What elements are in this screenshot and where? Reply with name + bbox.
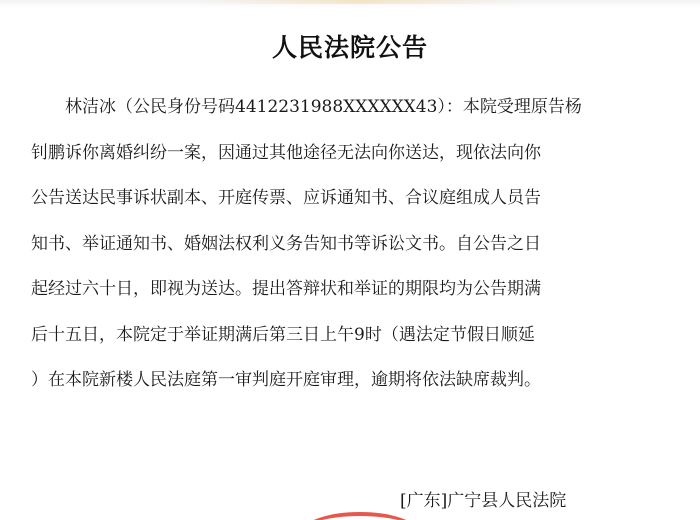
notice-line: 公告送达民事诉状副本、开庭传票、应诉通知书、合议庭组成人员告: [31, 188, 541, 208]
notice-line: 钊鹏诉你离婚纠纷一案，因通过其他途径无法向你送达，现依法向你: [31, 142, 541, 163]
page-title: 人民法院公告: [271, 33, 428, 62]
notice-line: ）在本院新楼人民法庭第一审判庭开庭审理，逾期将依法缺席裁判。: [31, 370, 541, 390]
top-decorative-edge: [200, 0, 520, 4]
issuing-court: [广东]广宁县人民法院: [400, 491, 567, 511]
notice-line: 起经过六十日，即视为送达。提出答辩状和举证的期限均为公告期满: [31, 279, 541, 299]
notice-line: 林洁冰（公民身份号码4412231988XXXXXX43）：本院受理原告杨: [31, 97, 582, 117]
notice-line: 后十五日，本院定于举证期满后第三日上午9时（遇法定节假日顺延: [31, 324, 535, 345]
court-seal-stamp: [300, 512, 420, 520]
notice-body: [31, 92, 651, 411]
notice-line: 知书、举证通知书、婚姻法权利义务告知书等诉讼文书。自公告之日: [31, 233, 541, 254]
